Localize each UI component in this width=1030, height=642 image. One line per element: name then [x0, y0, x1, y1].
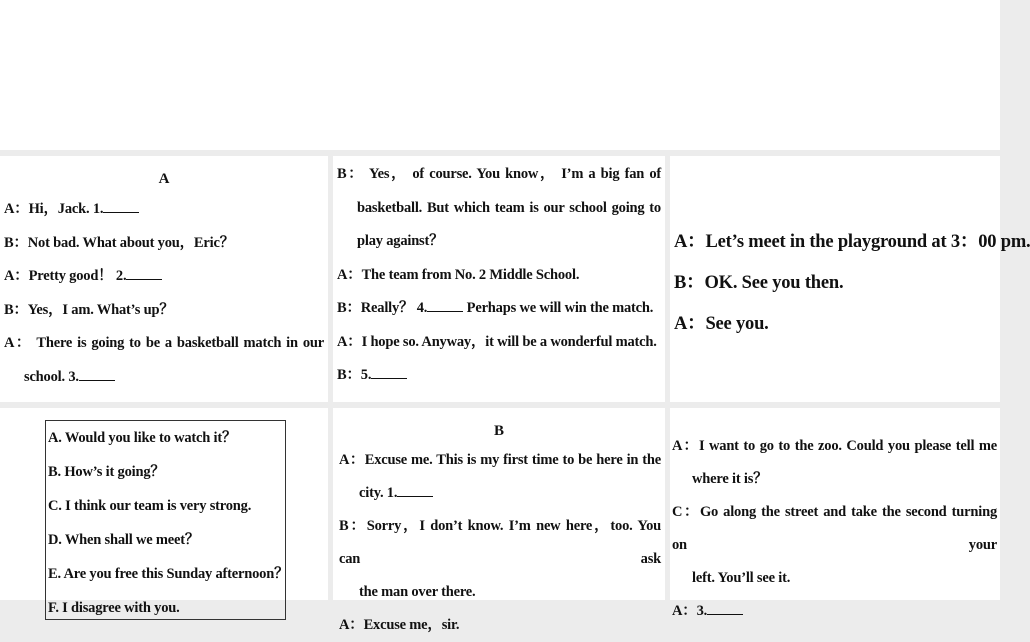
answer-blank[interactable] — [397, 482, 433, 498]
answer-blank[interactable] — [427, 297, 463, 313]
dialogue-line: B：Yes，I am. What’s up？ — [4, 301, 174, 318]
dialogue-line: A： There is going to be a basketball match in our — [4, 335, 324, 351]
dialogue-line: play against？ — [357, 233, 444, 249]
dialogue-line: left. You’ll see it. — [692, 570, 791, 586]
dialogue-line: A：I hope so. Anyway，it will be a wonderful match. — [337, 333, 657, 350]
option-f: F. I disagree with you. — [48, 600, 180, 616]
dialogue-b-part1 — [333, 408, 665, 633]
dialogue-line: A：Excuse me，sir. — [339, 617, 460, 633]
dialogue-line: A：Excuse me. This is my first time to be here in the — [339, 452, 661, 468]
dialogue-line: basketball. But which team is our school going to — [357, 199, 661, 216]
answer-blank[interactable] — [103, 198, 139, 214]
dialogue-line: A：I want to go to the zoo. Could you please tell me — [672, 438, 997, 454]
option-e: E. Are you free this Sunday afternoon？ — [48, 566, 289, 582]
option-a: A. Would you like to watch it？ — [48, 430, 237, 446]
dialogue-line: A：3. — [672, 595, 997, 628]
option-b: B. How’s it going？ — [48, 464, 165, 480]
section-heading-b: B — [493, 423, 504, 439]
dialogue-line: where it is？ — [692, 471, 768, 487]
answer-blank[interactable] — [79, 365, 115, 381]
top-blank-area — [0, 0, 1000, 150]
dialogue-line: A：See you. — [674, 314, 769, 334]
option-d: D. When shall we meet？ — [48, 532, 200, 548]
option-c: C. I think our team is very strong. — [48, 498, 252, 514]
dialogue-line: A：Let’s meet in the playground at 3：00 pm. — [674, 232, 1030, 252]
dialogue-line: B：Really？ 4. Perhaps we will win the match. — [337, 292, 661, 326]
dialogue-line: school. 3. — [4, 361, 324, 395]
dialogue-a-part2 — [333, 156, 665, 402]
dialogue-line: B： Yes， of course. You know， I’m a big fan of — [337, 166, 661, 182]
dialogue-line: city. 1. — [339, 477, 661, 510]
dialogue-line: A：Hi，Jack. 1. — [4, 193, 324, 227]
dialogue-line: B：Sorry，I don’t know. I’m new here，too. You can ask — [339, 518, 661, 567]
dialogue-a-part3 — [670, 156, 1030, 402]
dialogue-line: B：Not bad. What about you，Eric？ — [4, 234, 234, 251]
options-box — [45, 420, 289, 620]
dialogue-line: A：Pretty good！ 2. — [4, 260, 324, 294]
dialogue-line: C：Go along the street and take the second turning on your — [672, 504, 997, 553]
dialogue-a-part1 — [0, 156, 328, 402]
dialogue-line: the man over there. — [359, 584, 476, 600]
dialogue-line: B：OK. See you then. — [674, 273, 844, 293]
answer-blank[interactable] — [707, 600, 743, 616]
dialogue-b-part2 — [670, 408, 1000, 619]
section-heading-a: A — [158, 171, 170, 187]
answer-blank[interactable] — [126, 265, 162, 281]
options-panel — [0, 408, 328, 616]
dialogue-line: B：5. — [337, 359, 661, 393]
answer-blank[interactable] — [371, 364, 407, 380]
dialogue-line: A：The team from No. 2 Middle School. — [337, 266, 580, 283]
